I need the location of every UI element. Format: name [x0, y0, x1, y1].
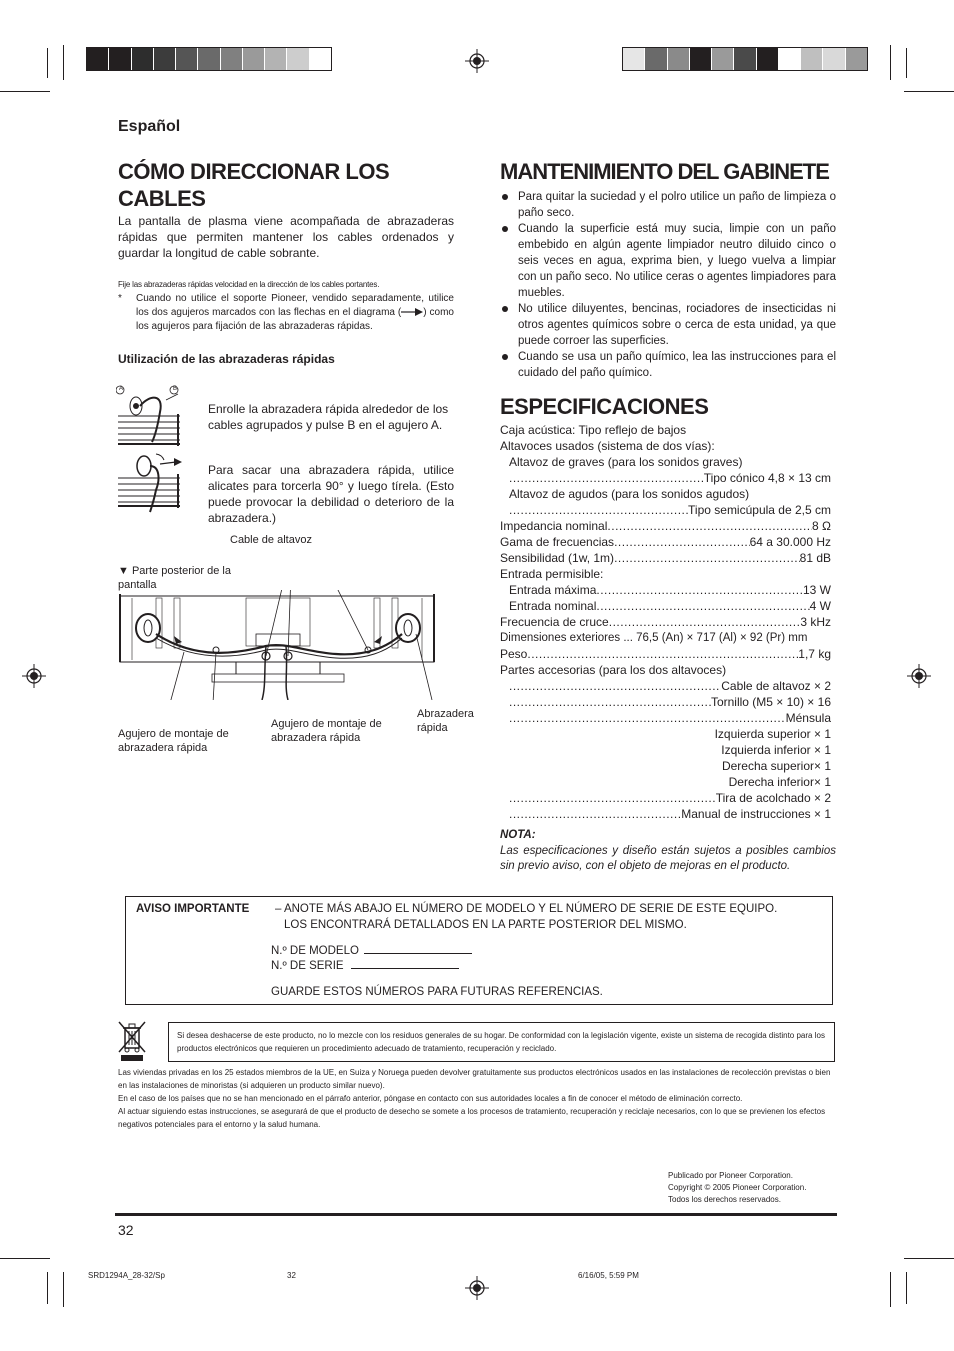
- crop-mark: [906, 1272, 907, 1304]
- cable-routing-diagram: [116, 590, 456, 700]
- clamp-remove-illustration: [116, 450, 182, 516]
- crop-mark: [906, 48, 907, 78]
- spec-row: [500, 742, 831, 758]
- spec-value: Izquierda superior × 1: [714, 727, 831, 741]
- registration-mark-icon: [465, 1276, 489, 1300]
- spec-row: [500, 758, 831, 774]
- registration-mark-icon: [22, 664, 46, 688]
- spec-row: [500, 582, 831, 598]
- page-number: 32: [118, 1222, 134, 1238]
- label-speaker-cable: Cable de altavoz: [230, 534, 312, 546]
- weee-paragraph: Al actuar siguiendo estas instrucciones, se asegurará de que el producto de desecho se somete a los procesos de tratamiento, recuperación y reciclaje necesarios, con lo que se previenen los efectos negativos potenciales para el entorno y la salud humana.: [118, 1107, 826, 1129]
- spec-value: Izquierda inferior × 1: [721, 743, 831, 757]
- spec-row: [500, 422, 831, 438]
- spec-row: [500, 774, 831, 790]
- spec-value: Tira de acolchado × 2: [715, 791, 831, 805]
- maintenance-list: [500, 189, 836, 381]
- spec-row: [500, 630, 831, 646]
- spec-value: 4 W: [809, 599, 831, 613]
- spec-value: 13 W: [802, 583, 831, 597]
- spec-row: [500, 790, 831, 806]
- model-number-line: [364, 953, 472, 954]
- spec-value: Ménsula: [785, 711, 831, 725]
- weee-paragraph: En el caso de los países que no se han mencionado en el párrafo anterior, póngase en contacto con sus autoridades locales a fin de conocer el método de eliminación correcto.: [118, 1094, 743, 1103]
- label-rear-of-screen: ▼ Parte posterior de la pantalla: [118, 565, 231, 591]
- slug-date: 6/16/05, 5:59 PM: [578, 1271, 639, 1280]
- serial-number-line: [351, 968, 459, 969]
- note-holes-text-a: Cuando no utilice el soporte Pioneer, vendido separadamente, utilice los dos agujeros marcados con las flechas en el diagrama (: [136, 293, 454, 318]
- intro-paragraph: La pantalla de plasma viene acompañada de abrazaderas rápidas que permiten mantener los cables ordenados y guardar la longitud de cable sobrante.: [118, 214, 454, 260]
- footer-rule: [115, 1213, 837, 1216]
- important-notice-box: [125, 896, 833, 1005]
- note-text: Las especificaciones y diseño están sujetos a posibles cambios sin previo aviso, con el objeto de mejoras en el producto.: [500, 845, 836, 872]
- section-title-cable-routing: CÓMO DIRECCIONAR LOS CABLES: [118, 159, 390, 211]
- spec-row: [500, 646, 831, 662]
- callout-b: B: [172, 386, 177, 392]
- spec-value: Derecha superior× 1: [721, 759, 831, 773]
- weee-box-text: Si desea deshacerse de este producto, no lo mezcle con los residuos generales de su hogar. De conformidad con la legislación vigente, existe un sistema de recogida distinto para los productos electrónicos que requieren un procedimiento adecuado de tratamiento, recuperación y reciclado.: [177, 1031, 825, 1053]
- spec-label: Entrada nominal: [509, 599, 597, 613]
- spec-label: Impedancia nominal: [500, 519, 608, 533]
- spec-value: 81 dB: [799, 551, 831, 565]
- spec-label: Sensibilidad (1w, 1m): [500, 551, 615, 565]
- registration-mark-icon: [465, 49, 489, 73]
- serial-number-field[interactable]: [271, 960, 459, 972]
- weee-box: [168, 1022, 835, 1062]
- section-title-maintenance: MANTENIMIENTO DEL GABINETE: [500, 159, 829, 184]
- language-header: Español: [118, 118, 181, 135]
- subheading-clamp-usage: Utilización de las abrazaderas rápidas: [118, 352, 335, 366]
- spec-value: Tornillo (M5 × 10) × 16: [710, 695, 831, 709]
- crop-mark: [890, 1272, 891, 1307]
- spec-row: [500, 614, 831, 630]
- weee-paragraphs: [118, 1066, 836, 1131]
- spec-row: [500, 566, 831, 582]
- publisher-line: Publicado por Pioneer Corporation.: [668, 1171, 793, 1180]
- clamp-insert-illustration: [116, 384, 182, 448]
- weee-paragraph: Las viviendas privadas en los 25 estados miembros de la UE, en Suiza y Noruega pueden devolver gratuitamente sus productos electrónicos usados en las instalaciones de recolección previstas o bien en las instalaciones de minoristas (si adquieren un producto similar nuevo).: [118, 1068, 831, 1090]
- calibration-bar-left: [86, 47, 332, 71]
- callout-a: A: [118, 386, 123, 392]
- spec-text: Entrada permisible:: [500, 567, 604, 581]
- publisher-line: Copyright © 2005 Pioneer Corporation.: [668, 1183, 807, 1192]
- step-insert-text: Enrolle la abrazadera rápida alrededor de los cables agrupados y pulse B en el agujero A.: [208, 402, 449, 432]
- spec-row: [500, 710, 831, 726]
- spec-text: Altavoz de graves (para los sonidos graves): [509, 455, 743, 469]
- notice-label: AVISO IMPORTANTE: [136, 903, 250, 915]
- maintenance-item: Para quitar la suciedad y el polro utilice un paño de limpieza o paño seco.: [500, 189, 836, 221]
- model-number-label: N.º DE MODELO: [271, 945, 359, 957]
- spec-text: Altavoz de agudos (para los sonidos agudos): [509, 487, 750, 501]
- step-remove-text: Para sacar una abrazadera rápida, utilice alicates para torcerla 90° y luego tírela. (Esto puede provocar la debilidad o deterioro de la abrazadera.): [208, 463, 454, 525]
- spec-value: 8 Ω: [812, 519, 831, 533]
- spec-row: [500, 694, 831, 710]
- label-clamp: Abrazadera rápida: [417, 708, 474, 734]
- spec-row: [500, 806, 831, 822]
- spec-row: [500, 502, 831, 518]
- crop-mark: [63, 45, 64, 80]
- note-holes-text-b: ) como los agujeros para fijación de las abrazaderas rápidas.: [136, 307, 454, 332]
- spec-row: [500, 534, 831, 550]
- arrow-right-icon: [401, 308, 423, 316]
- note-label: NOTA:: [500, 829, 536, 841]
- spec-row: [500, 662, 831, 678]
- crop-mark: [890, 45, 891, 80]
- notice-keep: GUARDE ESTOS NÚMEROS PARA FUTURAS REFERENCIAS.: [271, 986, 603, 998]
- note-holes: [118, 292, 454, 334]
- slug-file: SRD1294A_28-32/Sp: [88, 1271, 165, 1280]
- specifications-list: [500, 422, 831, 822]
- maintenance-item: Cuando se usa un paño químico, lea las instrucciones para el cuidado del paño químico.: [500, 349, 836, 381]
- maintenance-item: No utilice diluyentes, bencinas, rociadores de insecticidas ni otros agentes químicos sobre o cerca de esta unidad, ya que puede corroer las superficies.: [500, 301, 836, 349]
- spec-row: [500, 454, 831, 470]
- label-mount-hole-center: Agujero de montaje de abrazadera rápida: [271, 718, 382, 744]
- notice-line-2: LOS ENCONTRARÁ DETALLADOS EN LA PARTE POSTERIOR DEL MISMO.: [284, 919, 687, 931]
- crop-mark: [904, 1258, 954, 1259]
- spec-label: Gama de frecuencias: [500, 535, 615, 549]
- slug-page: 32: [287, 1271, 296, 1280]
- spec-row: [500, 438, 831, 454]
- registration-mark-icon: [907, 664, 931, 688]
- serial-number-label: N.º DE SERIE: [271, 960, 344, 972]
- spec-row: [500, 726, 831, 742]
- spec-text: Caja acústica: Tipo reflejo de bajos: [500, 423, 687, 437]
- note-holes-text: [136, 292, 454, 334]
- spec-value: Derecha inferior× 1: [728, 775, 831, 789]
- publisher-info: [668, 1170, 806, 1206]
- label-mount-hole-left: Agujero de montaje de abrazadera rápida: [118, 728, 229, 754]
- crop-mark: [63, 1272, 64, 1307]
- spec-row: [500, 518, 831, 534]
- crossed-bin-icon: [117, 1020, 147, 1062]
- spec-label: Frecuencia de cruce: [500, 615, 609, 629]
- model-number-field[interactable]: [271, 945, 472, 957]
- spec-value: 64 a 30.000 Hz: [749, 535, 831, 549]
- note-direction: Fije las abrazaderas rápidas velocidad en la dirección de los cables portantes.: [118, 280, 380, 289]
- spec-label: Entrada máxima: [509, 583, 597, 597]
- spec-text: Partes accesorias (para los dos altavoces): [500, 663, 727, 677]
- spec-row: [500, 598, 831, 614]
- crop-mark: [0, 91, 50, 92]
- spec-text: Dimensiones exteriores ... 76,5 (An) × 717 (Al) × 92 (Pr) mm: [500, 632, 808, 644]
- spec-value: Tipo semicúpula de 2,5 cm: [688, 503, 831, 517]
- spec-row: [500, 550, 831, 566]
- crop-mark: [47, 48, 48, 78]
- spec-value: 3 kHz: [800, 615, 831, 629]
- spec-label: Peso: [500, 647, 528, 661]
- maintenance-item: Cuando la superficie está muy sucia, limpie con un paño embebido en algún agente limpiador neutro diluido cinco o seis veces en agua, exprima bien, y luego vuelva a limpiar con un paño seco. No utilice ceras o agentes limpiadores para muebles.: [500, 221, 836, 301]
- spec-value: Manual de instrucciones × 1: [681, 807, 831, 821]
- calibration-bar-right: [622, 47, 868, 71]
- note-marker: *: [118, 293, 122, 304]
- spec-row: [500, 678, 831, 694]
- spec-text: Altavoces usados (sistema de dos vías):: [500, 439, 715, 453]
- spec-value: 1,7 kg: [798, 647, 831, 661]
- crop-mark: [904, 91, 954, 92]
- spec-value: Tipo cónico 4,8 × 13 cm: [703, 471, 831, 485]
- spec-value: Cable de altavoz × 2: [721, 679, 831, 693]
- spec-row: [500, 470, 831, 486]
- crop-mark: [47, 1272, 48, 1304]
- spec-row: [500, 486, 831, 502]
- section-title-specifications: ESPECIFICACIONES: [500, 394, 709, 419]
- crop-mark: [0, 1258, 50, 1259]
- publisher-line: Todos los derechos reservados.: [668, 1195, 781, 1204]
- notice-line-1: – ANOTE MÁS ABAJO EL NÚMERO DE MODELO Y EL NÚMERO DE SERIE DE ESTE EQUIPO.: [275, 903, 778, 915]
